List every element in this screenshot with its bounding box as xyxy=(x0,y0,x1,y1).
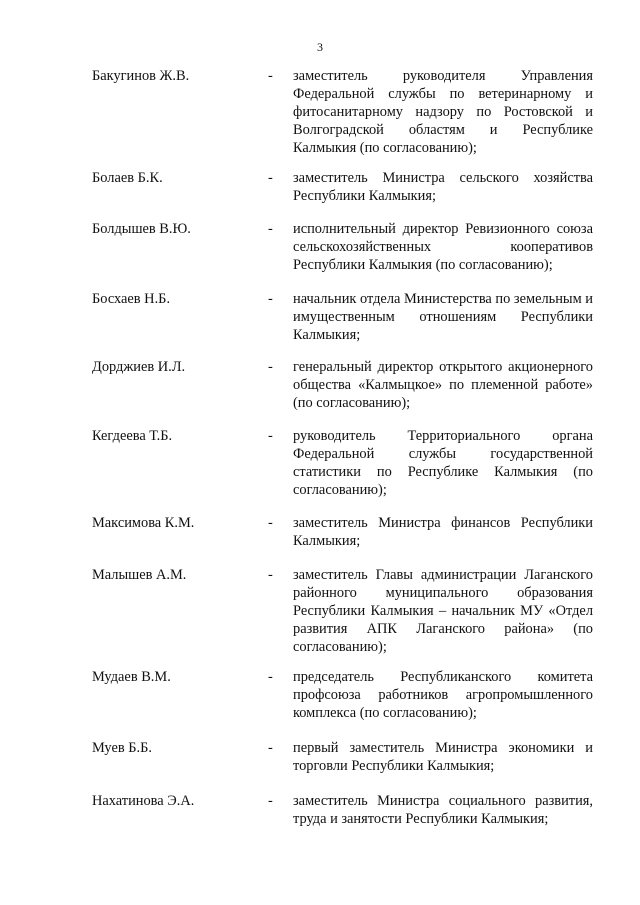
member-name: Малышев А.М. xyxy=(92,567,187,583)
member-position: руководитель Территориального органа Федеральной службы государственной статистики по Республике Калмыкия (по согласованию); xyxy=(293,428,593,498)
member-name: Мудаев В.М. xyxy=(92,669,171,685)
member-position: начальник отдела Министерства по земельным и имущественным отношениям Республики Калмыкия; xyxy=(293,291,593,343)
member-position: заместитель Министра финансов Республики Калмыкия; xyxy=(293,515,593,549)
member-position: исполнительный директор Ревизионного союза сельскохозяйственных кооперативов Республики Калмыкия (по согласованию); xyxy=(293,221,593,273)
member-position: первый заместитель Министра экономики и торговли Республики Калмыкия; xyxy=(293,740,593,774)
dash-separator: - xyxy=(268,793,273,809)
member-name: Муев Б.Б. xyxy=(92,740,152,756)
dash-separator: - xyxy=(268,740,273,756)
dash-separator: - xyxy=(268,68,273,84)
dash-separator: - xyxy=(268,359,273,375)
dash-separator: - xyxy=(268,291,273,307)
member-name: Босхаев Н.Б. xyxy=(92,291,171,307)
member-position: заместитель Министра социального развития, труда и занятости Республики Калмыкия; xyxy=(293,793,593,827)
member-position: заместитель руководителя Управления Федеральной службы по ветеринарному и фитосанитарному надзору по Ростовской и Волгоградской областям и Республике Калмыкия (по согласованию); xyxy=(293,68,593,156)
dash-separator: - xyxy=(268,428,273,444)
member-position: генеральный директор открытого акционерного общества «Калмыцкое» по племенной работе» (по согласованию); xyxy=(293,359,593,411)
member-position: заместитель Главы администрации Лаганского районного муниципального образования Республики Калмыкия – начальник МУ «Отдел развития АПК Лаганского района» (по согласованию); xyxy=(293,567,593,655)
member-position: председатель Республиканского комитета профсоюза работников агропромышленного комплекса (по согласованию); xyxy=(293,669,593,721)
member-position: заместитель Министра сельского хозяйства Республики Калмыкия; xyxy=(293,170,593,204)
page-number: 3 xyxy=(317,40,323,54)
member-name: Бакугинов Ж.В. xyxy=(92,68,190,84)
dash-separator: - xyxy=(268,221,273,237)
member-name: Максимова К.М. xyxy=(92,515,195,531)
dash-separator: - xyxy=(268,567,273,583)
dash-separator: - xyxy=(268,669,273,685)
dash-separator: - xyxy=(268,515,273,531)
member-name: Болаев Б.К. xyxy=(92,170,163,186)
member-name: Дорджиев И.Л. xyxy=(92,359,186,375)
member-name: Кегдеева Т.Б. xyxy=(92,428,173,444)
member-name: Болдышев В.Ю. xyxy=(92,221,191,237)
dash-separator: - xyxy=(268,170,273,186)
member-name: Нахатинова Э.А. xyxy=(92,793,195,809)
